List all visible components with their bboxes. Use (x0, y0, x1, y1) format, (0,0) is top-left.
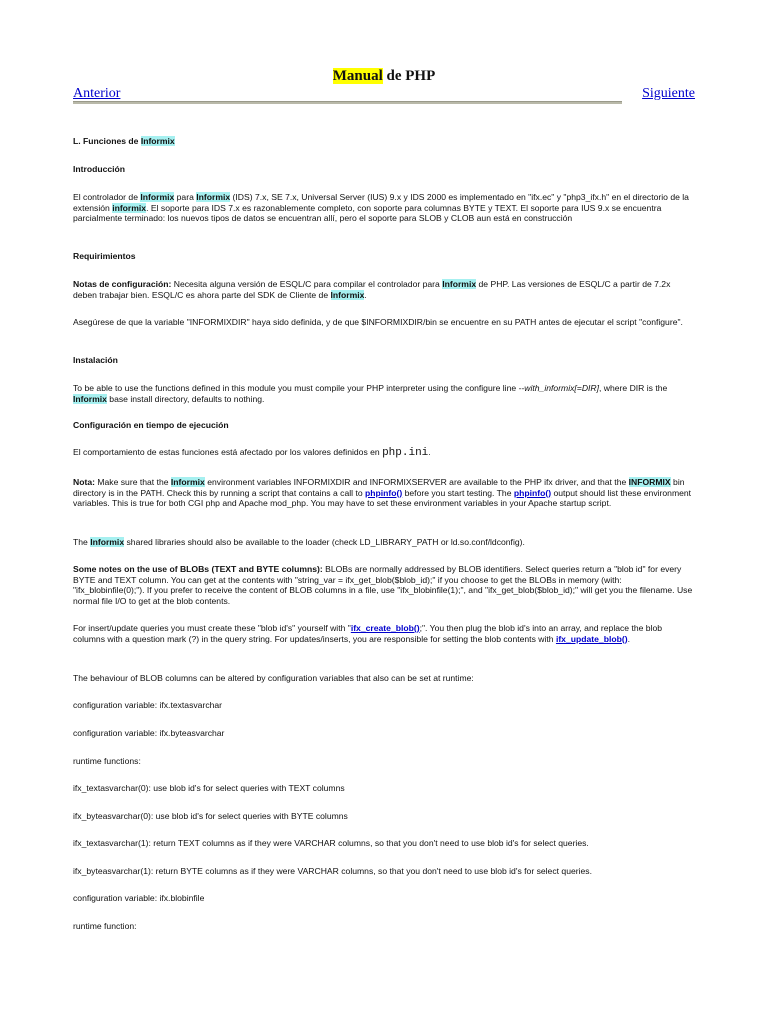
title-highlight: Manual (332, 68, 383, 84)
env-note-paragraph: Asegúrese de que la variable "INFORMIXDIR" haya sido definida, y de que $INFORMIXDIR/bin se encuentre en su PATH antes de ejecutar el script "configure". (73, 317, 683, 327)
install-heading: Instalación (73, 355, 118, 365)
text-line: The behaviour of BLOB columns can be altered by configuration variables that also can be set at runtime: (73, 673, 474, 683)
title-rest: de PHP (382, 68, 436, 84)
shared-libs-paragraph: The Informix shared libraries should also be available to the loader (check LD_LIBRARY_PATH or ld.so.conf/ldconfig). (73, 537, 525, 547)
install-paragraph: To be able to use the functions defined in this module you must compile your PHP interpreter using the configure line --with_informix[=DIR], where DIR is the Informix base install directory, defaults to nothing. (73, 383, 668, 404)
phpinfo-link[interactable]: phpinfo() (513, 487, 552, 498)
keyword-highlight: Informix (140, 136, 175, 146)
text-line: ifx_byteasvarchar(1): return BYTE columns as if they were VARCHAR columns, so that you don't need to use blob id's for select queries. (73, 866, 592, 876)
intro-heading: Introducción (73, 164, 126, 174)
requirements-paragraph: Notas de configuración: Necesita alguna versión de ESQL/C para compilar el controlador para Informix de PHP. Las versiones de ESQL/C a partir de 7.2x deben trabajar bien. ESQL/C es ahora parte del SDK de Cliente de Informix. (73, 279, 671, 300)
intro-paragraph: El controlador de Informix para Informix (IDS) 7.x, SE 7.x, Universal Server (IUS) 9.x y IDS 2000 es implementado en "ifx.ec" y "php3_ifx.h" en el directorio de la extensión informix. El soporte para IDS 7.x es razonablemente completo, con soporte para columnas BYTE y TEXT. El soporte para IUS 9.x se encuentra parcialmente terminado: los nuevos tipos de datos se encuentran allí, pero el soporte para SLOB y CLOB aun está en construcción (73, 192, 689, 224)
text-line: configuration variable: ifx.blobinfile (73, 893, 205, 903)
note-paragraph: Nota: Make sure that the Informix environment variables INFORMIXDIR and INFORMIXSERVER are available to the PHP ifx driver, and that the INFORMIX bin directory is in the PATH. Check this by running a script that contains a call to phpinfo() before you start testing. The phpinfo() output should list these environment variables. This is true for both CGI php and Apache mod_php. You may have to set these environment variables in your Apache startup script. (73, 477, 692, 509)
ifx-create-blob-link[interactable]: ifx_create_blob() (350, 623, 420, 633)
phpinfo-link[interactable]: phpinfo() (365, 487, 403, 498)
text-line: ifx_byteasvarchar(0): use blob id's for select queries with BYTE columns (73, 811, 348, 821)
text-line: configuration variable: ifx.textasvarchar (73, 700, 223, 710)
header-divider (73, 101, 622, 104)
insert-update-paragraph: For insert/update queries you must create these "blob id's" yourself with "ifx_create_blob();". You then plug the blob id's into an array, and replace the blob columns with a question mark (?) in the query string. For updates/inserts, you are responsible for setting the blob contents with ifx_update_blob(). (73, 623, 663, 644)
text-line: ifx_textasvarchar(1): return TEXT columns as if they were VARCHAR columns, so that you don't need to use blob id's for select queries. (73, 838, 589, 848)
text-line: configuration variable: ifx.byteasvarchar (73, 728, 225, 738)
previous-link[interactable]: Anterior (73, 86, 121, 101)
section-title: L. Funciones de Informix (73, 136, 175, 146)
requirements-heading: Requirimientos (73, 251, 136, 261)
page-title (0, 68, 768, 85)
text-line: ifx_textasvarchar(0): use blob id's for select queries with TEXT columns (73, 783, 345, 793)
text-line: runtime functions: (73, 756, 141, 766)
blob-notes-paragraph: Some notes on the use of BLOBs (TEXT and BYTE columns): BLOBs are normally addressed by BLOB identifiers. Select queries return a "blob id" for every BYTE and TEXT column. You can get at the contents with "string_var = ifx_get_blob($blob_id);" if you choose to get the BLOBs in memory (with: "ifx_blobinfile(0);"). If you prefer to receive the content of BLOB columns in a file, use "ifx_blobinfile(1);", and "ifx_get_blob($blob_id);" will get you the filename. Use normal file I/O to get at the blob contents. (73, 564, 693, 606)
text-line: runtime function: (73, 921, 137, 931)
ifx-update-blob-link[interactable]: ifx_update_blob() (555, 633, 628, 644)
runtime-paragraph: El comportamiento de estas funciones está afectado por los valores definidos en php.ini. (73, 447, 431, 459)
next-link[interactable]: Siguiente (642, 86, 695, 101)
runtime-heading: Configuración en tiempo de ejecución (73, 420, 229, 430)
